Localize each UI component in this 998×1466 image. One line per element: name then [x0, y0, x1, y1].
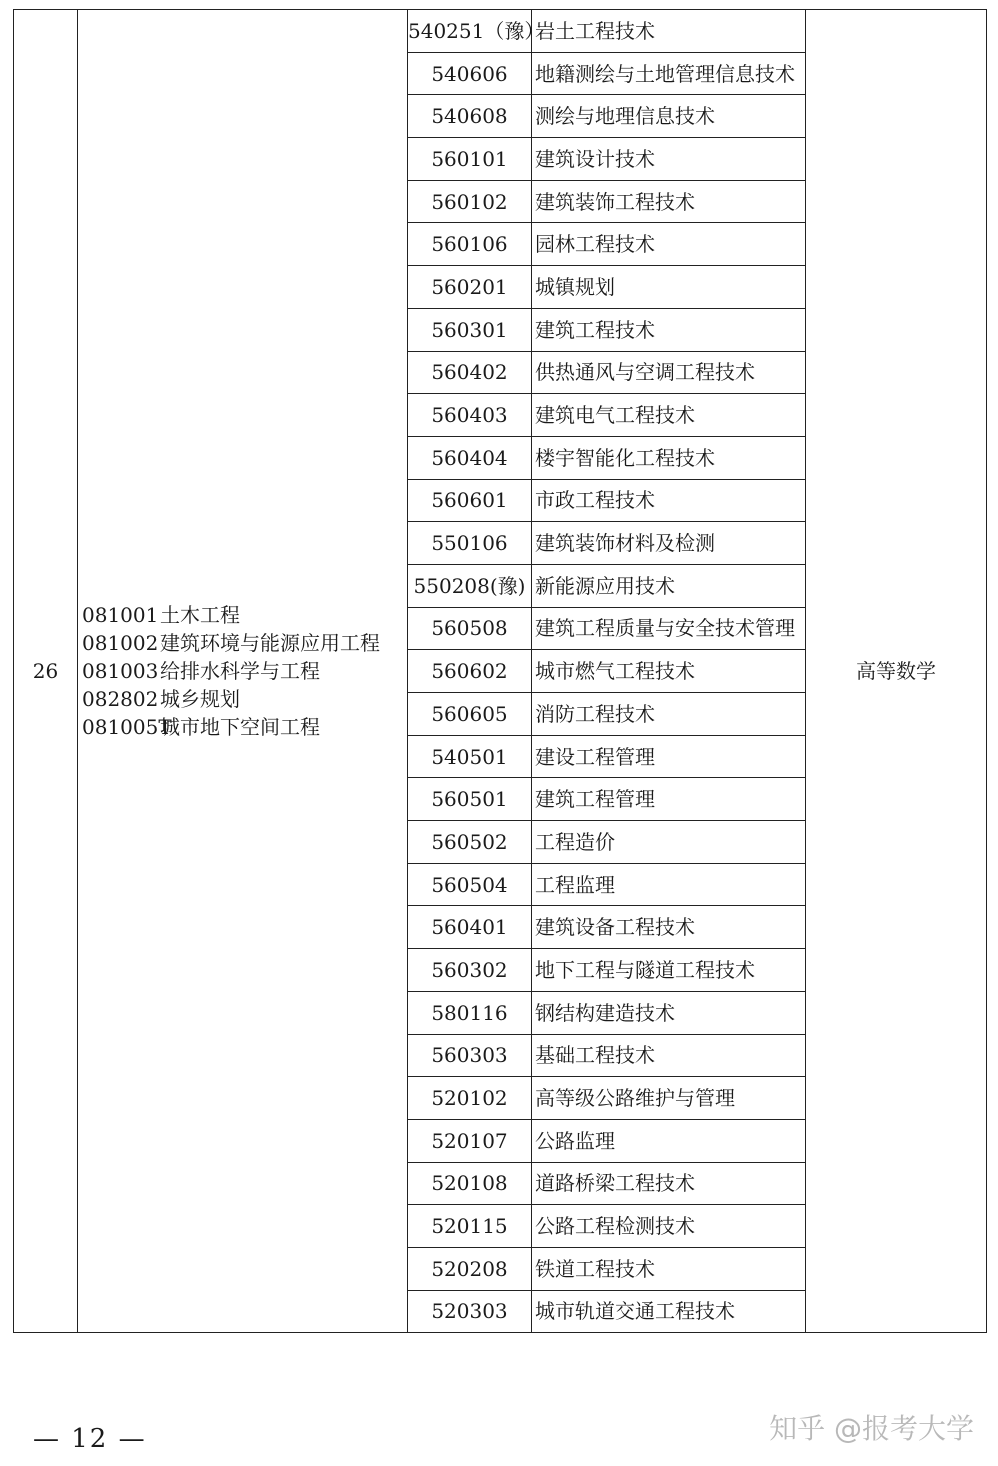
program-code-cell: 560201 [408, 266, 532, 309]
source-major-name: 城乡规划 [160, 687, 240, 712]
source-major-code: 081005T [82, 715, 172, 740]
row-number-cell: 26 [14, 10, 78, 1333]
source-major-name: 建筑环境与能源应用工程 [160, 631, 380, 656]
program-name-cell: 城市燃气工程技术 [532, 650, 806, 693]
program-name-cell: 建筑工程管理 [532, 778, 806, 821]
program-code-cell: 560403 [408, 394, 532, 437]
source-major-item [82, 601, 407, 629]
program-code-cell: 560508 [408, 607, 532, 650]
program-code-cell: 540606 [408, 52, 532, 95]
program-name-cell: 城市轨道交通工程技术 [532, 1290, 806, 1333]
program-name-cell: 建筑工程质量与安全技术管理 [532, 607, 806, 650]
program-code-cell: 560402 [408, 351, 532, 394]
program-name-cell: 建筑工程技术 [532, 308, 806, 351]
program-code-cell: 550106 [408, 522, 532, 565]
program-code-cell: 560501 [408, 778, 532, 821]
program-name-cell: 市政工程技术 [532, 479, 806, 522]
source-major-code: 081001 [82, 603, 159, 628]
program-name-cell: 工程监理 [532, 863, 806, 906]
program-code-cell: 560102 [408, 180, 532, 223]
program-name-cell: 建筑电气工程技术 [532, 394, 806, 437]
program-name-cell: 新能源应用技术 [532, 564, 806, 607]
program-name-cell: 地下工程与隧道工程技术 [532, 949, 806, 992]
exam-subject-cell: 高等数学 [806, 10, 987, 1333]
major-table [13, 9, 987, 1333]
source-major-name: 土木工程 [160, 603, 240, 628]
program-code-cell: 560602 [408, 650, 532, 693]
program-name-cell: 工程造价 [532, 821, 806, 864]
program-name-cell: 道路桥梁工程技术 [532, 1162, 806, 1205]
program-code-cell: 540501 [408, 735, 532, 778]
program-code-cell: 560605 [408, 693, 532, 736]
source-major-item [82, 629, 407, 657]
program-code-cell: 520102 [408, 1077, 532, 1120]
program-name-cell: 高等级公路维护与管理 [532, 1077, 806, 1120]
program-code-cell: 540608 [408, 95, 532, 138]
program-name-cell: 园林工程技术 [532, 223, 806, 266]
source-major-item [82, 713, 407, 741]
program-code-cell: 560504 [408, 863, 532, 906]
source-major-item [82, 685, 407, 713]
program-name-cell: 楼宇智能化工程技术 [532, 436, 806, 479]
program-name-cell: 测绘与地理信息技术 [532, 95, 806, 138]
program-name-cell: 建筑装饰工程技术 [532, 180, 806, 223]
program-name-cell: 公路监理 [532, 1119, 806, 1162]
table-row [14, 10, 987, 53]
program-code-cell: 560404 [408, 436, 532, 479]
program-code-cell: 560303 [408, 1034, 532, 1077]
program-name-cell: 城镇规划 [532, 266, 806, 309]
program-code-cell: 580116 [408, 991, 532, 1034]
source-major-item [82, 657, 407, 685]
program-name-cell: 建筑设计技术 [532, 138, 806, 181]
program-name-cell: 建筑设备工程技术 [532, 906, 806, 949]
program-code-cell: 520108 [408, 1162, 532, 1205]
program-code-cell: 520303 [408, 1290, 532, 1333]
program-name-cell: 钢结构建造技术 [532, 991, 806, 1034]
program-name-cell: 建设工程管理 [532, 735, 806, 778]
program-name-cell: 公路工程检测技术 [532, 1205, 806, 1248]
program-code-cell: 560302 [408, 949, 532, 992]
program-name-cell: 建筑装饰材料及检测 [532, 522, 806, 565]
source-major-code: 082802 [82, 687, 159, 712]
source-major-name: 城市地下空间工程 [160, 715, 320, 740]
source-major-name: 给排水科学与工程 [160, 659, 320, 684]
program-code-cell: 540251（豫） [408, 10, 532, 53]
program-code-cell: 560106 [408, 223, 532, 266]
program-name-cell: 地籍测绘与土地管理信息技术 [532, 52, 806, 95]
program-name-cell: 供热通风与空调工程技术 [532, 351, 806, 394]
program-name-cell: 岩土工程技术 [532, 10, 806, 53]
source-majors-cell [78, 10, 408, 1333]
program-code-cell: 560101 [408, 138, 532, 181]
program-code-cell: 560502 [408, 821, 532, 864]
program-code-cell: 520208 [408, 1247, 532, 1290]
watermark: 知乎 @报考大学 [769, 1412, 974, 1445]
program-code-cell: 560301 [408, 308, 532, 351]
source-major-code: 081002 [82, 631, 159, 656]
program-code-cell: 550208(豫) [408, 564, 532, 607]
program-code-cell: 520115 [408, 1205, 532, 1248]
program-name-cell: 铁道工程技术 [532, 1247, 806, 1290]
program-code-cell: 520107 [408, 1119, 532, 1162]
program-code-cell: 560401 [408, 906, 532, 949]
source-major-code: 081003 [82, 659, 159, 684]
program-code-cell: 560601 [408, 479, 532, 522]
page-number: — 12 — [33, 1424, 147, 1454]
major-table-body [14, 10, 987, 1333]
program-name-cell: 基础工程技术 [532, 1034, 806, 1077]
program-name-cell: 消防工程技术 [532, 693, 806, 736]
